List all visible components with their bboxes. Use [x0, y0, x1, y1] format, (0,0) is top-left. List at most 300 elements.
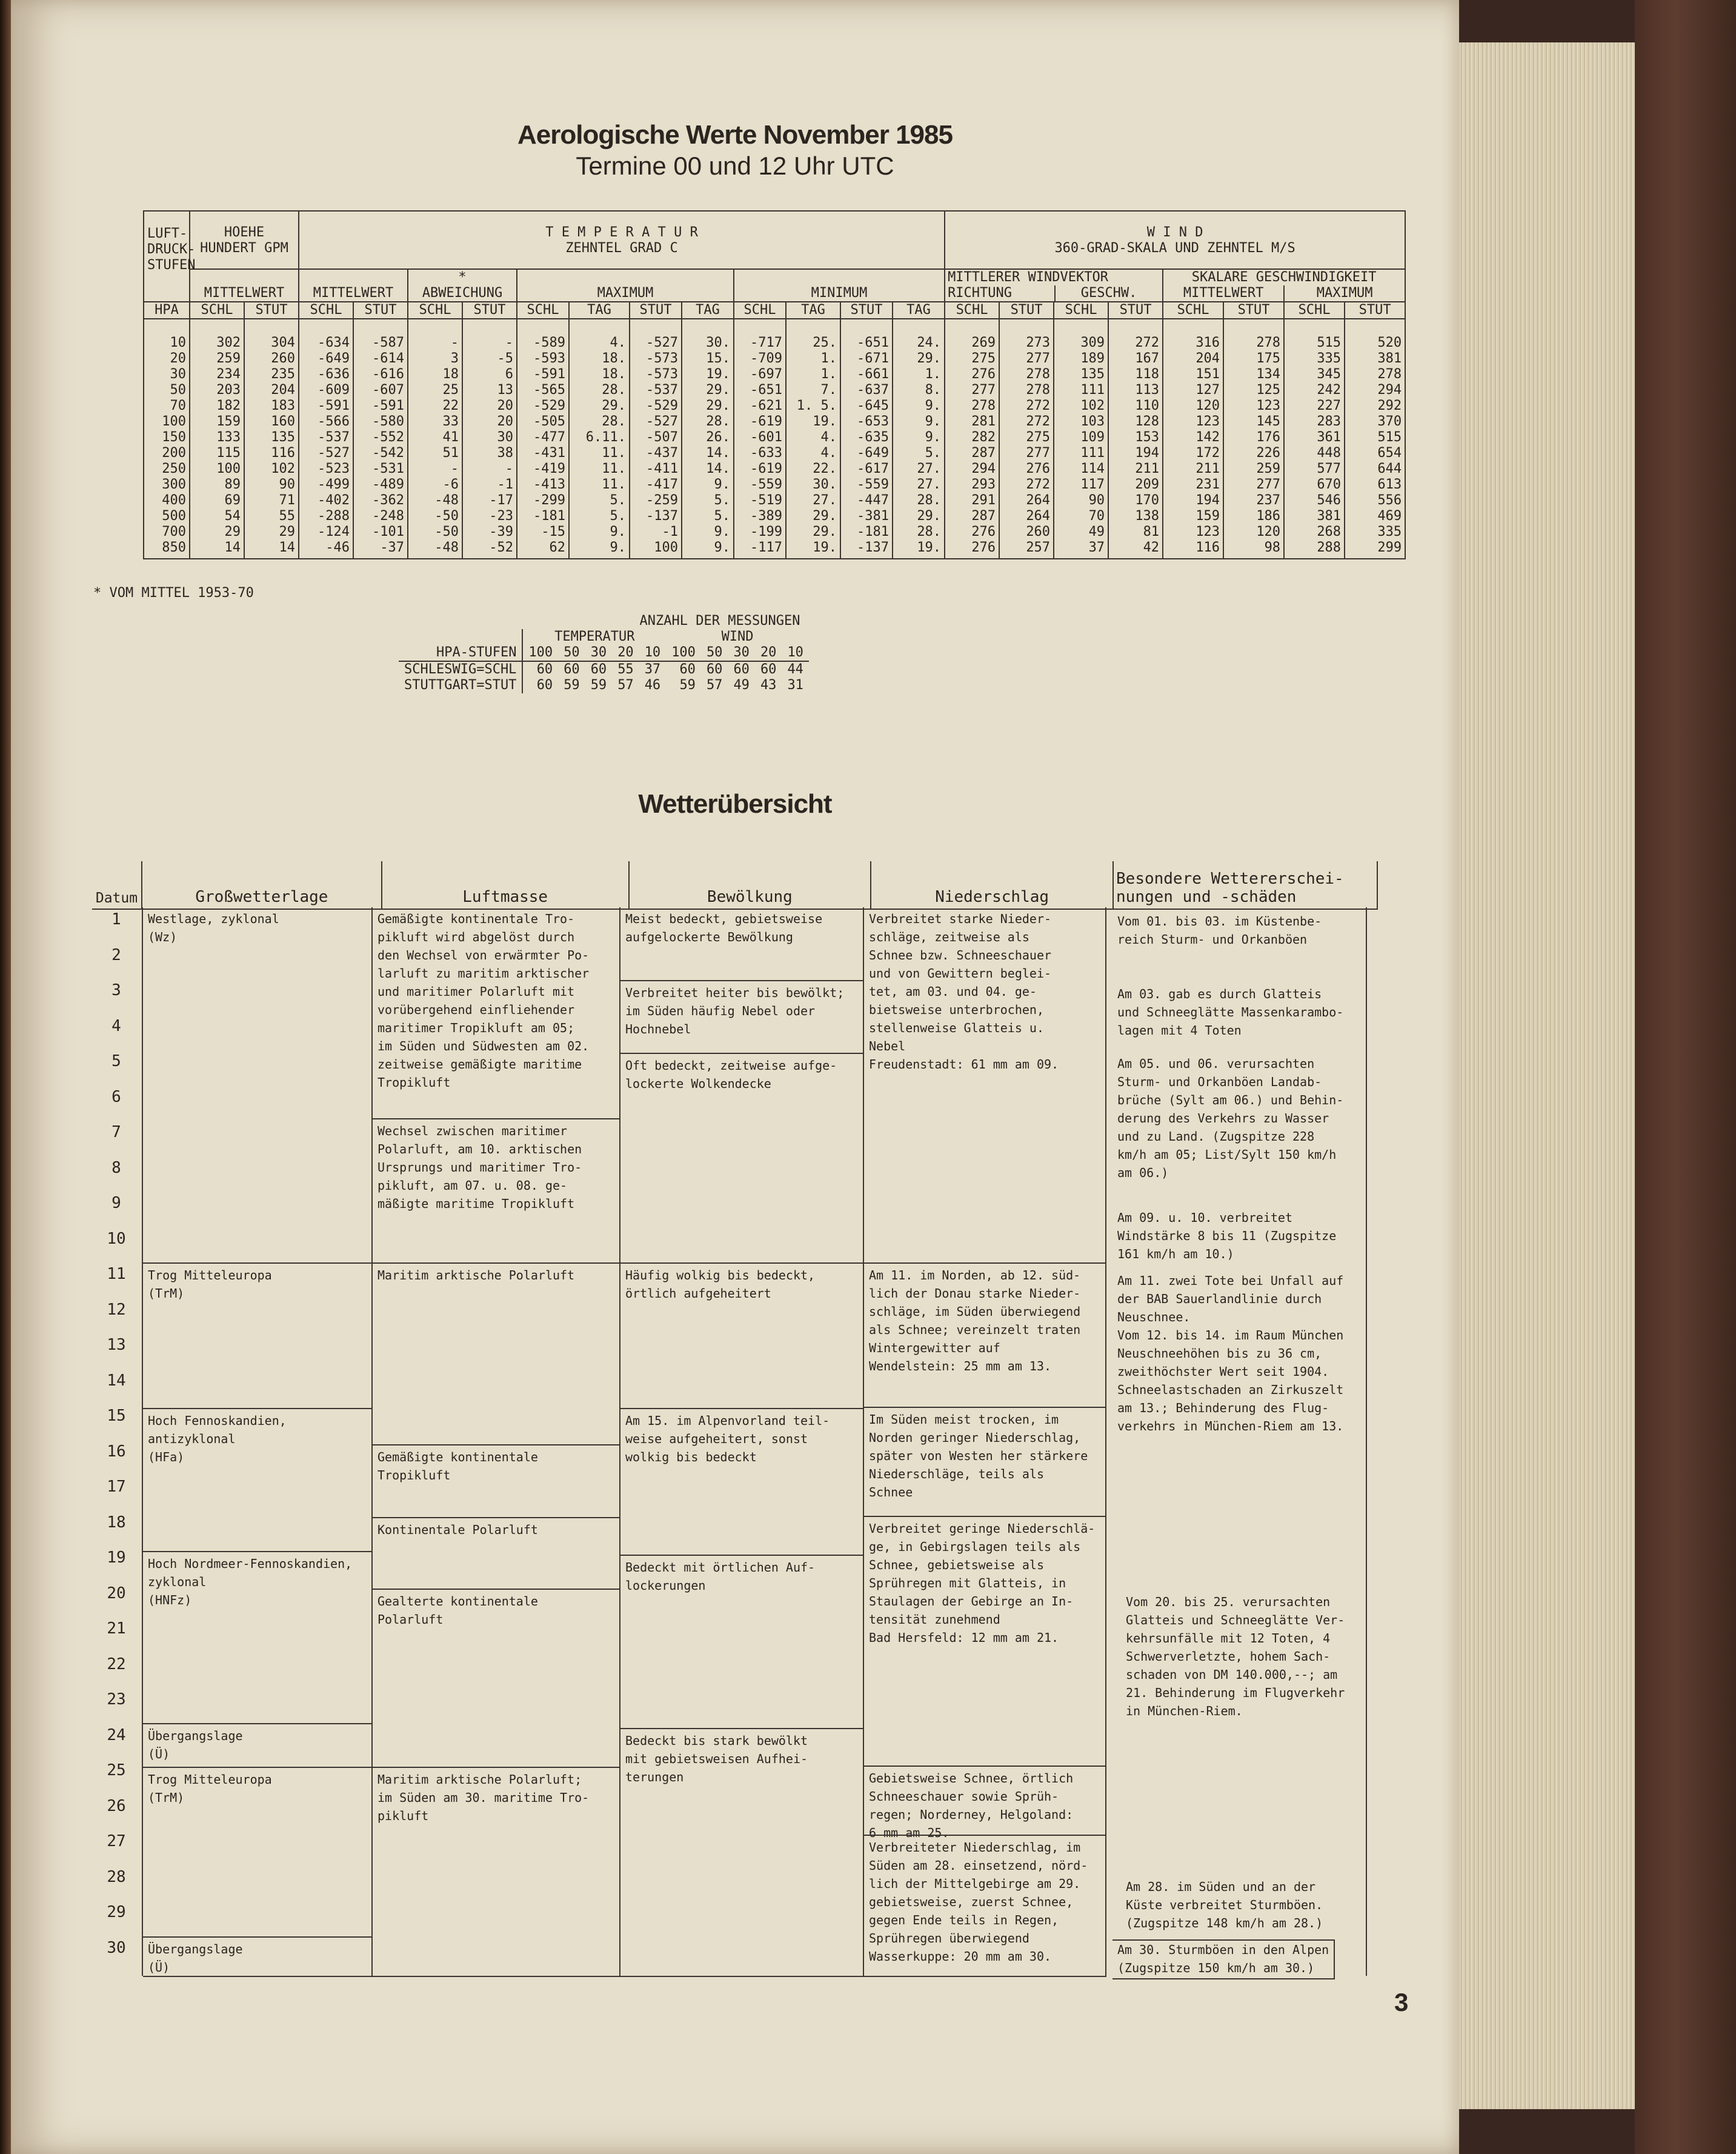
aero-cell: 4. — [569, 319, 630, 351]
header-windvektor — [945, 269, 1163, 302]
anzahl-header-cell: 30 — [585, 645, 613, 661]
aero-cell: -15 — [517, 524, 569, 540]
aero-cell: -537 — [630, 382, 682, 398]
header-richtung: RICHTUNG — [948, 285, 1013, 301]
aero-cell: -619 — [734, 461, 786, 477]
aero-cell: 226 — [1223, 445, 1284, 461]
subheader-cell: STUT — [1108, 302, 1163, 319]
aero-cell: 54 — [190, 508, 244, 524]
aero-cell: -633 — [734, 445, 786, 461]
besondere-note: Am 28. im Süden und an der Küste verbreitet Sturmböen. (Zugspitze 148 km/h am 28.) — [1126, 1879, 1323, 1930]
day-number: 29 — [107, 1903, 126, 1921]
aero-cell: -413 — [517, 477, 569, 493]
aero-cell: -23 — [462, 508, 517, 524]
day-number: 8 — [111, 1158, 121, 1177]
day-number: 23 — [107, 1690, 126, 1709]
anzahl-header-cell: 10 — [639, 645, 667, 661]
subheader-cell: STUT — [999, 302, 1054, 319]
anzahl-temperatur-label: TEMPERATUR — [554, 629, 635, 644]
day-number: 4 — [111, 1016, 121, 1035]
aero-cell: 116 — [244, 445, 299, 461]
day-number: 30 — [107, 1938, 126, 1957]
aero-cell: 25 — [408, 382, 462, 398]
header-maximum-wind: MAXIMUM — [1283, 285, 1405, 301]
aero-cell: -17 — [462, 493, 517, 508]
subheader-cell: TAG — [786, 302, 840, 319]
aero-cell: 29 — [190, 524, 244, 540]
aero-cell: -591 — [517, 367, 569, 382]
aero-cell: 28. — [569, 382, 630, 398]
header-mittlerer-windvektor: MITTLERER WINDVEKTOR — [948, 270, 1108, 285]
aero-cell: 335 — [1345, 524, 1405, 540]
anzahl-wind-label: WIND — [721, 629, 754, 644]
anzahl-cell: 59 — [564, 678, 580, 693]
subheader-cell: STUT — [840, 302, 893, 319]
aero-cell: 24. — [893, 319, 945, 351]
day-number: 7 — [111, 1123, 121, 1141]
anzahl-cell: 46 — [644, 678, 661, 693]
aero-cell: -697 — [734, 367, 786, 382]
aero-cell: 37 — [1054, 540, 1108, 559]
header-mittelwert-hoehe: MITTELWERT — [190, 269, 299, 302]
aero-cell: 644 — [1345, 461, 1405, 477]
aero-cell: 5. — [682, 493, 734, 508]
aero-cell: 120 — [1163, 398, 1223, 414]
anzahl-cell: 60 — [679, 662, 696, 677]
aero-cell: 234 — [190, 367, 244, 382]
aero-cell: -507 — [630, 430, 682, 445]
aero-cell: 850 — [144, 540, 190, 559]
aero-cell: 5. — [682, 508, 734, 524]
anzahl-cell: 55 — [617, 662, 634, 677]
aero-cell: -617 — [840, 461, 893, 477]
aero-cell: 160 — [244, 414, 299, 430]
aero-cell: 260 — [999, 524, 1054, 540]
aero-cell: 9. — [893, 398, 945, 414]
aero-cell: 272 — [999, 477, 1054, 493]
aero-cell: -593 — [517, 351, 569, 367]
anzahl-header-cell: 20 — [612, 645, 639, 661]
luftmasse-cell: Maritim arktische Polarluft; im Süden am 30. maritime Tro- pikluft — [373, 1767, 619, 1976]
aero-cell: 277 — [1223, 477, 1284, 493]
aero-cell: 29 — [244, 524, 299, 540]
aero-cell: 9. — [682, 477, 734, 493]
aero-cell: 109 — [1054, 430, 1108, 445]
anzahl-cell: 60 — [706, 662, 723, 677]
aero-cell: -542 — [353, 445, 408, 461]
aero-cell: -527 — [630, 414, 682, 430]
subheader-cell: TAG — [893, 302, 945, 319]
aero-cell: -199 — [734, 524, 786, 540]
subheader-cell: STUT — [244, 302, 299, 319]
gwl-cell: Trog Mitteleuropa (TrM) — [143, 1767, 371, 1936]
aero-cell: 123 — [1223, 398, 1284, 414]
subheader-cell: SCHL — [734, 302, 786, 319]
aero-cell: -288 — [299, 508, 353, 524]
aero-cell: -601 — [734, 430, 786, 445]
aero-row — [144, 461, 1405, 477]
aero-cell: 28. — [893, 524, 945, 540]
aero-cell: 9. — [893, 414, 945, 430]
aero-cell: 176 — [1223, 430, 1284, 445]
niederschlag-cell: Gebietsweise Schnee, örtlich Schneeschauer sowie Sprüh- regen; Norderney, Helgoland: 6 mm am 25. — [864, 1766, 1105, 1835]
luftmasse-cell: Gealterte kontinentale Polarluft — [373, 1589, 619, 1767]
aero-cell: -519 — [734, 493, 786, 508]
aero-cell: 29. — [682, 398, 734, 414]
day-number: 6 — [111, 1087, 121, 1106]
aero-cell: 4. — [786, 430, 840, 445]
aero-cell: 273 — [999, 319, 1054, 351]
aero-cell: 5. — [569, 508, 630, 524]
aero-cell: 29. — [893, 508, 945, 524]
aero-cell: 19. — [786, 414, 840, 430]
aero-cell: 3 — [408, 351, 462, 367]
aero-cell: 151 — [1163, 367, 1223, 382]
aero-cell: 269 — [945, 319, 999, 351]
aero-cell: 29. — [786, 508, 840, 524]
aero-cell: 38 — [462, 445, 517, 461]
aero-cell: -589 — [517, 319, 569, 351]
aero-cell: -137 — [840, 540, 893, 559]
aero-cell: 20 — [462, 398, 517, 414]
header-maximum: MAXIMUM — [517, 269, 734, 302]
besondere-note: Vom 20. bis 25. verursachten Glatteis und Schneeglätte Ver- kehrsunfälle mit 12 Toten, 4 Schwerverletzte, hohem Sach- schaden von DM 140.000,--; am 21. Behinderung im Flugverkehr in München-Riem. — [1126, 1595, 1345, 1718]
aero-cell: 276 — [999, 461, 1054, 477]
aero-cell: 278 — [945, 398, 999, 414]
aero-cell: 90 — [1054, 493, 1108, 508]
anzahl-cell: SCHLESWIG=SCHL — [399, 661, 522, 678]
anzahl-header-cell: 100 — [666, 645, 701, 661]
aero-cell: 302 — [190, 319, 244, 351]
day-number: 25 — [107, 1761, 126, 1779]
aero-cell: 29. — [569, 398, 630, 414]
day-number: 5 — [111, 1052, 121, 1070]
aero-cell: 19. — [682, 367, 734, 382]
anzahl-title — [399, 613, 1041, 629]
aero-cell: 182 — [190, 398, 244, 414]
header-luftdruck: LUFT- DRUCK- STUFEN — [144, 211, 190, 302]
aero-cell: 55 — [244, 508, 299, 524]
aero-cell: 135 — [244, 430, 299, 445]
day-number: 28 — [107, 1867, 126, 1886]
aero-cell: 9. — [682, 524, 734, 540]
aero-cell: -527 — [299, 445, 353, 461]
anzahl-cell: 60 — [760, 662, 777, 677]
subheader-cell: HPA — [144, 302, 190, 319]
subheader-cell: SCHL — [1054, 302, 1108, 319]
header-minimum: MINIMUM — [734, 269, 945, 302]
subheader-cell: SCHL — [408, 302, 462, 319]
anzahl-header-row — [399, 645, 809, 661]
aero-cell: 292 — [1345, 398, 1405, 414]
aero-cell: 123 — [1163, 414, 1223, 430]
aero-cell: 6.11. — [569, 430, 630, 445]
aero-cell: -671 — [840, 351, 893, 367]
aero-cell: 5. — [569, 493, 630, 508]
aero-cell: 272 — [999, 414, 1054, 430]
aero-cell: -124 — [299, 524, 353, 540]
aero-cell: 20 — [462, 414, 517, 430]
aero-cell: 22 — [408, 398, 462, 414]
aero-cell: 277 — [999, 351, 1054, 367]
header-skalare-geschw: SKALARE GESCHWINDIGKEIT — [1191, 270, 1377, 285]
aero-cell: 264 — [999, 493, 1054, 508]
aero-cell: 138 — [1108, 508, 1163, 524]
aero-cell: -489 — [353, 477, 408, 493]
anzahl-cell: 60 — [536, 678, 553, 693]
aero-cell: 41 — [408, 430, 462, 445]
aero-cell: 283 — [1284, 414, 1345, 430]
aero-cell: 135 — [1054, 367, 1108, 382]
subheader-cell: STUT — [630, 302, 682, 319]
subheader-cell: SCHL — [945, 302, 999, 319]
bewoelkung-cell: Verbreitet heiter bis bewölkt; im Süden häufig Nebel oder Hochnebel — [620, 980, 863, 1053]
aero-cell: 268 — [1284, 524, 1345, 540]
day-number: 19 — [107, 1549, 126, 1567]
aero-cell: 237 — [1223, 493, 1284, 508]
aero-cell: -527 — [630, 319, 682, 351]
aero-cell: 211 — [1163, 461, 1223, 477]
aero-cell: 203 — [190, 382, 244, 398]
aero-cell: 361 — [1284, 430, 1345, 445]
subheader-cell: STUT — [1223, 302, 1284, 319]
aero-cell: -39 — [462, 524, 517, 540]
aero-row — [144, 508, 1405, 524]
aero-cell: 276 — [945, 524, 999, 540]
anzahl-group-row — [399, 629, 809, 645]
rule-6 — [1366, 907, 1367, 1976]
anzahl-header-cell: 10 — [782, 645, 809, 661]
aero-cell: 114 — [1054, 461, 1108, 477]
aero-cell: -634 — [299, 319, 353, 351]
aero-row — [144, 319, 1405, 351]
aero-cell: -499 — [299, 477, 353, 493]
aero-cell: -529 — [517, 398, 569, 414]
anzahl-header-cell: 100 — [522, 645, 558, 661]
aero-cell: -523 — [299, 461, 353, 477]
day-number: 13 — [107, 1336, 126, 1354]
luftmasse-cell: Maritim arktische Polarluft — [373, 1262, 619, 1444]
aero-cell: 118 — [1108, 367, 1163, 382]
aero-cell: -389 — [734, 508, 786, 524]
aero-row — [144, 351, 1405, 367]
aero-cell: -362 — [353, 493, 408, 508]
aero-cell: 294 — [945, 461, 999, 477]
anzahl-blank — [399, 629, 522, 645]
aero-row — [144, 367, 1405, 382]
subheader-cell: STUT — [462, 302, 517, 319]
aero-cell: -649 — [840, 445, 893, 461]
anzahl-cell: 43 — [760, 678, 777, 693]
aero-cell: 300 — [144, 477, 190, 493]
aero-cell: - — [462, 461, 517, 477]
aero-cell: 278 — [999, 382, 1054, 398]
gwl-cell: Übergangslage (Ü) — [143, 1936, 371, 1976]
col-bewoelkung: Bewölkung — [629, 861, 871, 909]
aero-cell: 277 — [945, 382, 999, 398]
aero-cell: -431 — [517, 445, 569, 461]
aero-cell: -591 — [353, 398, 408, 414]
aero-cell: 275 — [999, 430, 1054, 445]
niederschlag-cell: Verbreitet geringe Niederschlä- ge, in Gebirgslagen teils als Schnee, gebietsweise als Sprühregen mit Glatteis, in Staulagen der Gebirge an In- tensität zunehmend Bad Hersfeld: 12 mm am 21. — [864, 1516, 1105, 1766]
aero-cell: 9. — [569, 524, 630, 540]
aero-cell: 150 — [144, 430, 190, 445]
aero-cell: -607 — [353, 382, 408, 398]
aero-cell: 28. — [682, 414, 734, 430]
day-number: 1 — [111, 910, 121, 929]
anzahl-header-cell: 50 — [558, 645, 585, 661]
aero-cell: 400 — [144, 493, 190, 508]
aero-cell: 257 — [999, 540, 1054, 559]
subheader-cell: TAG — [569, 302, 630, 319]
bewoelkung-cell: Oft bedeckt, zeitweise aufge- lockerte Wolkendecke — [620, 1053, 863, 1262]
aero-cell: -619 — [734, 414, 786, 430]
aero-cell: 250 — [144, 461, 190, 477]
aero-cell: 111 — [1054, 382, 1108, 398]
day-number: 21 — [107, 1619, 126, 1638]
anzahl-cell: 60 — [536, 662, 553, 677]
aero-cell: -505 — [517, 414, 569, 430]
day-number: 12 — [107, 1300, 126, 1319]
aero-cell: -717 — [734, 319, 786, 351]
aero-cell: 111 — [1054, 445, 1108, 461]
aero-cell: 103 — [1054, 414, 1108, 430]
anzahl-heading: ANZAHL DER MESSUNGEN — [639, 613, 800, 629]
aero-row — [144, 398, 1405, 414]
aero-cell: 556 — [1345, 493, 1405, 508]
page-number: 3 — [1394, 1988, 1409, 2016]
niederschlag-cell: Verbreitet starke Nieder- schläge, zeitweise als Schnee bzw. Schneeschauer und von Gewittern beglei- tet, am 03. und 04. ge- bietsweise unterbrochen, stellenweise Glatteis u. Nebel Freudenstadt: 61 mm am 09. — [869, 912, 1059, 1072]
aero-cell: -447 — [840, 493, 893, 508]
aero-cell: 27. — [786, 493, 840, 508]
niederschlag-cell: Im Süden meist trocken, im Norden geringer Niederschlag, später von Westen her stärkere Niederschläge, teils als Schnee — [864, 1407, 1105, 1516]
header-mittelwert-wind: MITTELWERT — [1183, 285, 1264, 301]
day-number: 15 — [107, 1407, 126, 1425]
niederschlag-cell: Verbreiteter Niederschlag, im Süden am 28. einsetzend, nörd- lich der Mittelgebirge am 29. gebietsweise, zuerst Schnee, gegen Ende teils in Regen, Sprühregen überwiegend Wasserkuppe: 20 mm am 30. — [864, 1835, 1105, 1976]
aero-cell: 19. — [893, 540, 945, 559]
aero-cell: -653 — [840, 414, 893, 430]
aero-cell: -5 — [462, 351, 517, 367]
anzahl-cell: 57 — [706, 678, 723, 693]
aero-cell: 30. — [682, 319, 734, 351]
anzahl-cell: 59 — [590, 678, 607, 693]
aero-cell: 293 — [945, 477, 999, 493]
aero-cell: 28. — [893, 493, 945, 508]
aero-cell: 29. — [682, 382, 734, 398]
aero-cell: 345 — [1284, 367, 1345, 382]
aero-cell: -537 — [299, 430, 353, 445]
aero-cell: 167 — [1108, 351, 1163, 367]
aero-cell: -580 — [353, 414, 408, 430]
aero-cell: 14. — [682, 445, 734, 461]
subheader-cell: STUT — [1345, 302, 1405, 319]
aero-cell: -50 — [408, 508, 462, 524]
aero-cell: 51 — [408, 445, 462, 461]
aero-cell: 264 — [999, 508, 1054, 524]
aero-cell: -1 — [462, 477, 517, 493]
anzahl-cell: 60 — [564, 662, 580, 677]
aero-cell: 81 — [1108, 524, 1163, 540]
aero-cell: 316 — [1163, 319, 1223, 351]
aero-cell: 515 — [1345, 430, 1405, 445]
day-number: 3 — [111, 981, 121, 999]
aero-cell: 11. — [569, 445, 630, 461]
day-number: 17 — [107, 1478, 126, 1496]
aero-subtitle: Termine 00 und 12 Uhr UTC — [576, 152, 894, 180]
aero-cell: 22. — [786, 461, 840, 477]
aero-cell: 515 — [1284, 319, 1345, 351]
aero-cell: 29. — [786, 524, 840, 540]
aero-cell: 278 — [999, 367, 1054, 382]
aero-cell: 20 — [144, 351, 190, 367]
aero-title: Aerologische Werte November 1985 — [517, 120, 953, 150]
aero-row — [144, 430, 1405, 445]
aero-cell: 14. — [682, 461, 734, 477]
aero-cell: 381 — [1345, 351, 1405, 367]
day-number: 9 — [111, 1194, 121, 1212]
bewoelkung-cell: Meist bedeckt, gebietsweise aufgelockerte Bewölkung — [625, 912, 823, 944]
aero-cell: 204 — [244, 382, 299, 398]
aero-cell: 1. — [893, 367, 945, 382]
aero-cell: -419 — [517, 461, 569, 477]
aero-cell: 1. 5. — [786, 398, 840, 414]
aero-cell: 30. — [786, 477, 840, 493]
col-besondere: Besondere Wettererschei- nungen und -schäden — [1113, 861, 1377, 909]
bewoelkung-cell: Bedeckt bis stark bewölkt mit gebietsweisen Aufhei- terungen — [620, 1728, 863, 1976]
day-number: 16 — [107, 1442, 126, 1461]
aero-cell: -46 — [299, 540, 353, 559]
aero-cell: -645 — [840, 398, 893, 414]
aero-cell: 186 — [1223, 508, 1284, 524]
aero-cell: - — [462, 319, 517, 351]
besondere-note: Am 30. Sturmböen in den Alpen (Zugspitze 150 km/h am 30.) — [1112, 1939, 1335, 1979]
aero-cell: 287 — [945, 508, 999, 524]
col-niederschlag: Niederschlag — [871, 861, 1113, 909]
aero-cell: -635 — [840, 430, 893, 445]
aero-cell: 117 — [1054, 477, 1108, 493]
aero-cell: -137 — [630, 508, 682, 524]
aero-cell: 4. — [786, 445, 840, 461]
aero-cell: 18. — [569, 351, 630, 367]
aero-cell: 613 — [1345, 477, 1405, 493]
aero-cell: 272 — [999, 398, 1054, 414]
aero-cell: 71 — [244, 493, 299, 508]
aero-cell: -52 — [462, 540, 517, 559]
aero-cell: 69 — [190, 493, 244, 508]
aero-cell: 259 — [1223, 461, 1284, 477]
aero-cell: 30 — [144, 367, 190, 382]
aero-cell: 100 — [630, 540, 682, 559]
wetter-header — [92, 861, 1378, 910]
aero-cell: 654 — [1345, 445, 1405, 461]
aero-cell: 153 — [1108, 430, 1163, 445]
subheader-cell: SCHL — [1163, 302, 1223, 319]
aero-cell: -531 — [353, 461, 408, 477]
aero-cell: -649 — [299, 351, 353, 367]
aero-cell: 14 — [244, 540, 299, 559]
aero-cell: 127 — [1163, 382, 1223, 398]
aero-cell: -636 — [299, 367, 353, 382]
day-number: 14 — [107, 1371, 126, 1390]
col-datum: Datum — [92, 861, 142, 909]
aero-cell: 102 — [1054, 398, 1108, 414]
aero-cell: 1. — [786, 367, 840, 382]
aero-cell: 9. — [893, 430, 945, 445]
aero-cell: 9. — [569, 540, 630, 559]
besondere-note: Am 09. u. 10. verbreitet Windstärke 8 bis 11 (Zugspitze 161 km/h am 10.) — [1117, 1210, 1337, 1261]
subheader-cell: TAG — [682, 302, 734, 319]
aero-cell: 18. — [569, 367, 630, 382]
